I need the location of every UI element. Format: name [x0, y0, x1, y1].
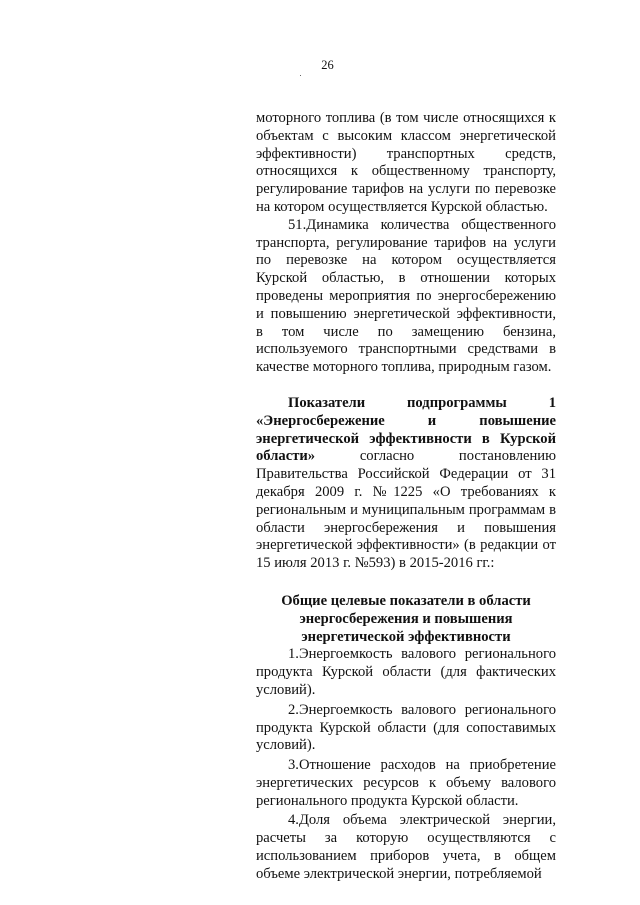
subprogram-description: согласно постановлению Правительства Российской Федерации от 31 декабря 2009 г. №1225 «О требованиях к региональным и муниципальным программам в области энергосбережения и повышения энергетической эффективности» (в редакции от 15 июля 2013 г. №593) в 2015-2016 гг.: [256, 448, 556, 572]
list-item: 2.Энергоемкость валового регионального продукта Курской области (для сопоставимых условий). [256, 701, 556, 754]
list-item: 1.Энергоемкость валового регионального продукта Курской области (для фактических условий). [256, 646, 556, 698]
scan-dot [300, 75, 301, 76]
paragraph-subprogram-indicators [256, 395, 556, 573]
document-body [256, 110, 556, 884]
section-heading: Общие целевые показатели в области энергосбережения и повышения энергетической эффективности [281, 592, 531, 645]
subprogram-title: Показатели подпрограммы 1 «Энергосбережение и повышение энергетической эффективности в Курской области» [256, 394, 556, 465]
list-item: 4.Доля объема электрической энергии, расчеты за которую осуществляются с использованием приборов учета, в общем объеме электрической энергии, потребляемой [256, 812, 556, 882]
page-number: 26 [321, 58, 334, 72]
paragraph-item-51: 51.Динамика количества общественного транспорта, регулирование тарифов на услуги по перевозке на котором осуществляется Курской областью, в отношении которых проведены мероприятия по энергосбережению и повышению энергетической эффективности, в том числе по замещению бензина, используемого транспортными средствами в качестве моторного топлива, природным газом. [256, 216, 556, 376]
paragraph-continuation: моторного топлива (в том числе относящихся к объектам с высоким классом энергетической эффективности) транспортных средств, относящихся к общественному транспорту, регулирование тарифов на услуги по перевозке на котором осуществляется Курской областью. [256, 110, 556, 215]
list-item: 3.Отношение расходов на приобретение энергетических ресурсов к объему валового регионального продукта Курской области. [256, 757, 556, 809]
